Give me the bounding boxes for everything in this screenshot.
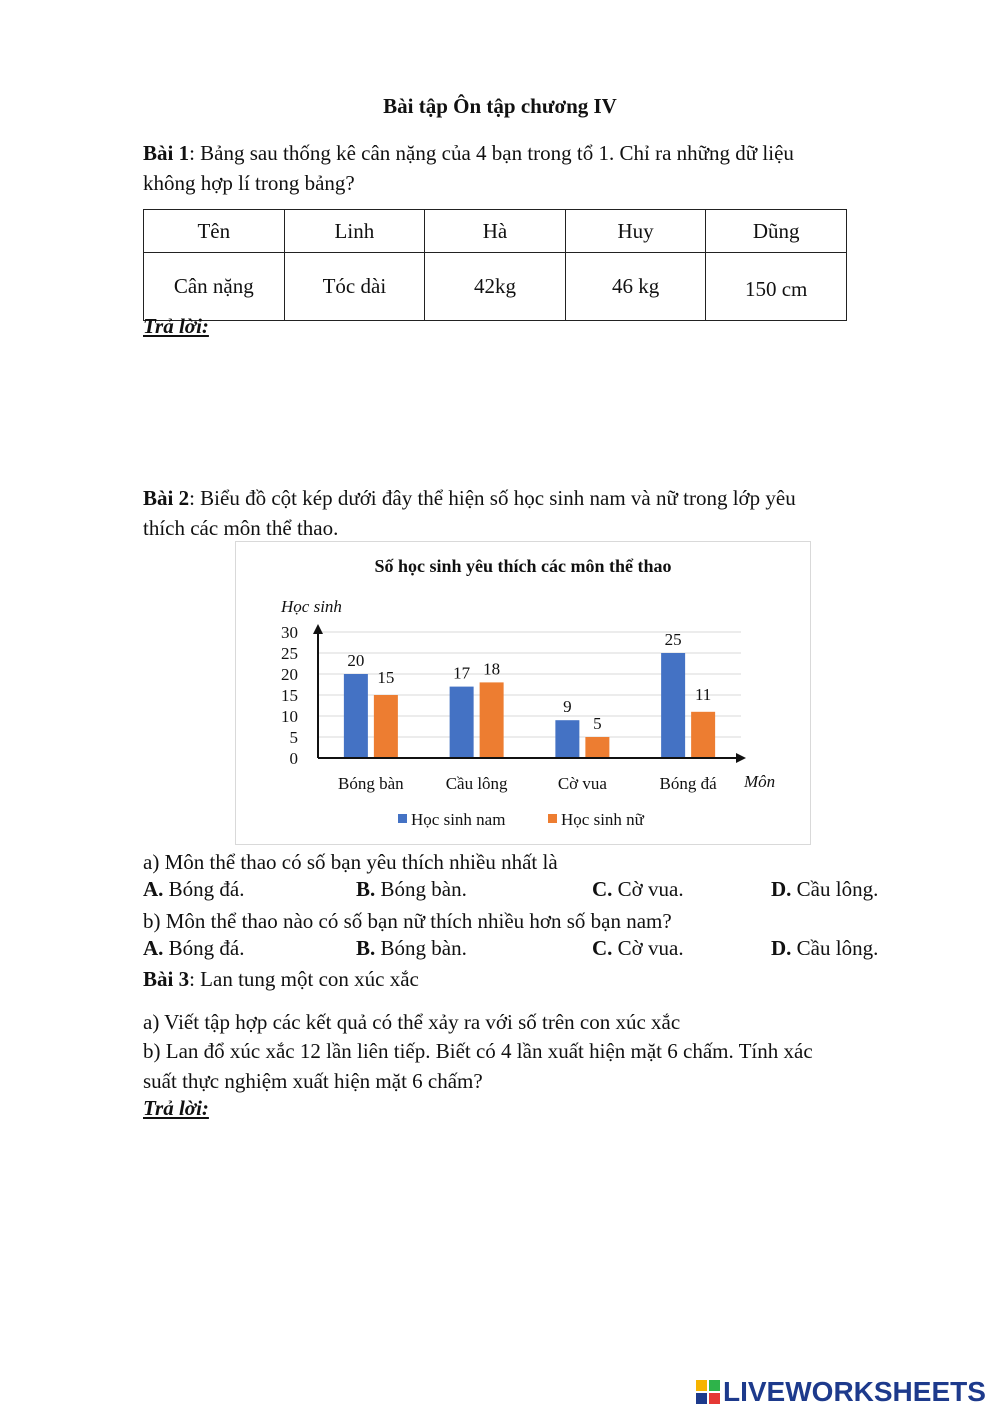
data-label: 15 [377, 668, 395, 687]
x-tick-label: Cờ vua [557, 774, 607, 793]
bai1-prompt [143, 138, 905, 198]
legend-label: Học sinh nữ [561, 810, 644, 829]
option-key: B. [356, 877, 376, 901]
data-label: 5 [593, 714, 602, 733]
x-tick-label: Cầu lông [445, 774, 508, 793]
bai1-text-line2: không hợp lí trong bảng? [143, 171, 355, 195]
table-cell: 150 cm [706, 253, 847, 321]
bar-nam [661, 653, 685, 758]
option-key: A. [143, 936, 164, 960]
table-cell: Dũng [706, 210, 847, 253]
option-text: Cầu lông. [791, 877, 879, 901]
bar-chart [236, 542, 810, 844]
bai2-question-b: b) Môn thể thao nào có số bạn nữ thích nhiều hơn số bạn nam? [143, 909, 672, 933]
bai1-answer-label: Trả lời: [143, 314, 209, 338]
option-c[interactable] [592, 936, 684, 961]
table-cell: Tóc dài [284, 253, 425, 321]
y-axis-label: Học sinh [281, 597, 342, 616]
bai3-text: : Lan tung một con xúc xắc [189, 967, 419, 991]
option-d[interactable] [771, 936, 878, 961]
liveworksheets-text: LIVEWORKSHEETS [723, 1376, 986, 1407]
bai3-question-b [143, 1036, 905, 1096]
bar-nam [344, 674, 368, 758]
bai3-label: Bài 3 [143, 967, 190, 991]
option-b[interactable] [356, 936, 467, 961]
option-key: C. [592, 936, 613, 960]
y-axis-arrow [313, 624, 323, 634]
table-cell: Tên [144, 210, 285, 253]
table-cell: Cân nặng [144, 253, 285, 321]
option-text: Bóng bàn. [375, 936, 467, 960]
table-cell: Huy [565, 210, 706, 253]
x-tick-label: Bóng đá [659, 774, 717, 793]
option-a[interactable] [143, 936, 245, 961]
data-label: 20 [347, 651, 365, 670]
legend-swatch [548, 814, 557, 823]
option-text: Cầu lông. [791, 936, 879, 960]
bar-nu [585, 737, 609, 758]
data-label: 18 [483, 659, 501, 679]
bai2-label: Bài 2 [143, 486, 190, 510]
table-cell: Hà [425, 210, 566, 253]
y-tick-label: 10 [281, 707, 298, 726]
x-axis-label: Môn [744, 772, 776, 791]
bai3-answer-label: Trả lời: [143, 1096, 209, 1120]
bai2-question-a: a) Môn thể thao có số bạn yêu thích nhiều nhất là [143, 850, 558, 874]
option-text: Bóng bàn. [375, 877, 467, 901]
bai3-question-a: a) Viết tập hợp các kết quả có thể xảy ra với số trên con xúc xắc [143, 1010, 681, 1034]
table-row [144, 253, 847, 321]
data-label: 25 [664, 630, 682, 649]
option-key: D. [771, 877, 792, 901]
table-cell: 42kg [425, 253, 566, 321]
bar-nam [450, 687, 474, 758]
table-cell: 46 kg [565, 253, 706, 321]
chart-title: Số học sinh yêu thích các môn thể thao [374, 556, 672, 576]
option-c[interactable] [592, 877, 684, 902]
data-label: 17 [453, 663, 471, 683]
option-a[interactable] [143, 877, 245, 902]
chart-container [235, 541, 811, 845]
bai2-text-line1: : Biểu đồ cột kép dưới đây thể hiện số học sinh nam và nữ trong lớp yêu [189, 486, 796, 510]
option-d[interactable] [771, 877, 878, 902]
y-tick-label: 5 [289, 728, 298, 747]
option-text: Cờ vua. [612, 877, 684, 901]
option-text: Bóng đá. [163, 936, 245, 960]
option-b[interactable] [356, 877, 467, 902]
table-row [144, 210, 847, 253]
option-key: D. [771, 936, 792, 960]
bar-nu [374, 695, 398, 758]
legend-swatch [398, 814, 407, 823]
bai3-qb-line1: b) Lan đổ xúc xắc 12 lần liên tiếp. Biết có 4 lần xuất hiện mặt 6 chấm. Tính xác [143, 1039, 813, 1063]
page-title: Bài tập Ôn tập chương IV [383, 94, 617, 118]
table-cell: Linh [284, 210, 425, 253]
data-label: 9 [563, 697, 572, 717]
bai1-text-line1: : Bảng sau thống kê cân nặng của 4 bạn trong tổ 1. Chỉ ra những dữ liệu [189, 141, 794, 165]
liveworksheets-mark-icon [696, 1380, 720, 1404]
bar-nu [480, 682, 504, 758]
liveworksheets-logo [696, 1376, 986, 1408]
option-text: Cờ vua. [612, 936, 684, 960]
y-tick-label: 30 [281, 623, 298, 642]
bai2-prompt [143, 483, 905, 543]
weight-table [143, 209, 847, 321]
y-tick-label: 20 [281, 665, 298, 684]
bar-nam [555, 720, 579, 758]
option-key: B. [356, 936, 376, 960]
y-tick-label: 15 [281, 686, 298, 705]
bai1-label: Bài 1 [143, 141, 190, 165]
x-tick-label: Bóng bàn [338, 774, 404, 793]
data-label: 11 [694, 684, 712, 704]
option-key: C. [592, 877, 613, 901]
x-axis-arrow [736, 753, 746, 763]
y-tick-label: 0 [289, 749, 298, 768]
bar-nu [691, 712, 715, 758]
option-key: A. [143, 877, 164, 901]
bai2-text-line2: thích các môn thể thao. [143, 516, 339, 540]
y-tick-label: 25 [281, 644, 298, 663]
legend-label: Học sinh nam [411, 810, 506, 829]
option-text: Bóng đá. [163, 877, 245, 901]
bai3-qb-line2: suất thực nghiệm xuất hiện mặt 6 chấm? [143, 1069, 483, 1093]
bai3-prompt [143, 964, 905, 994]
